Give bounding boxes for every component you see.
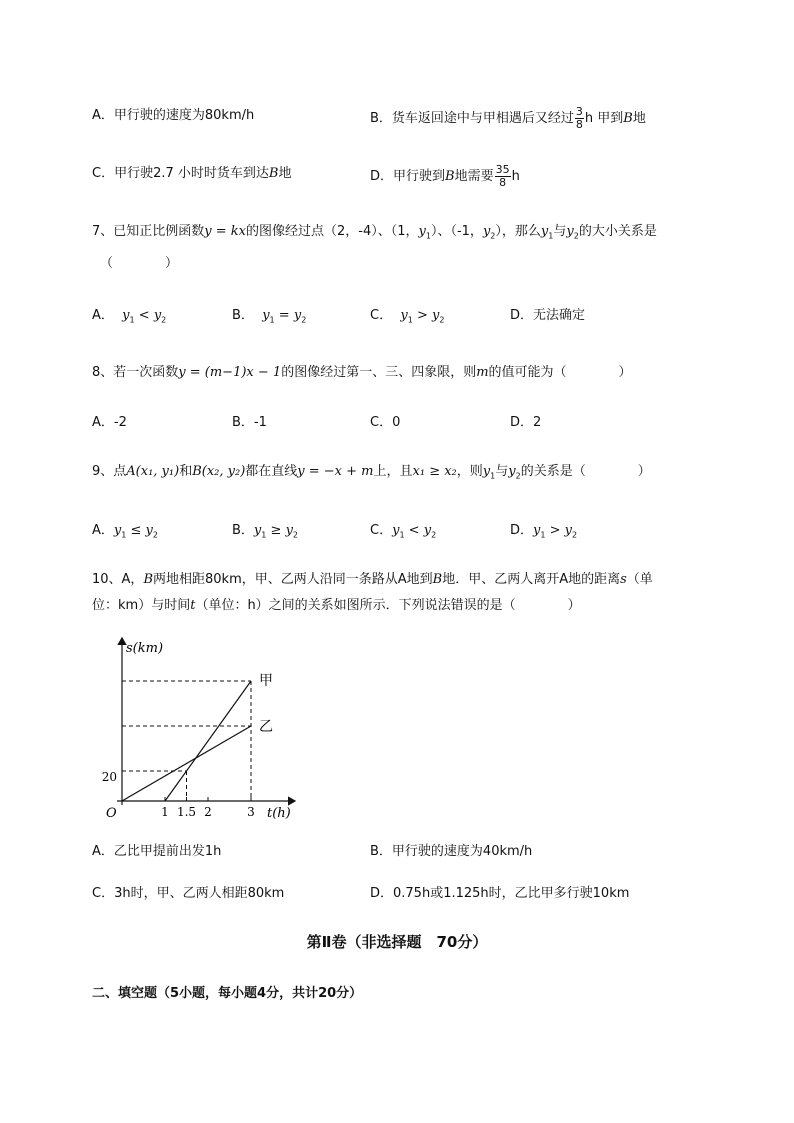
q7-option-a: A． $y_1 < y_2$ (92, 308, 167, 325)
q8-option-d: D．2 (510, 415, 542, 430)
q8-stem: 8、若一次函数y = (m−1)x − 1的图像经过第一、三、四象限，则m的值可能为（ ） (92, 365, 632, 380)
x-axis-label: t(h) (267, 806, 291, 821)
fill-in-heading: 二、填空题（5小题，每小题4分，共计20分） (92, 986, 363, 1001)
q7-option-d: D．无法确定 (510, 308, 586, 323)
q10-option-b: B．甲行驶的速度为40km/h (370, 844, 533, 859)
q8-option-a: A．-2 (92, 415, 127, 430)
distance-time-graph (95, 630, 305, 830)
q6-option-a: A．甲行驶的速度为80km/h (92, 108, 255, 123)
x-tick-label: 1.5 (176, 805, 197, 819)
series-jia-line (165, 681, 251, 801)
q8-option-b: B．-1 (232, 415, 267, 430)
q9-stem: 9、点A(x₁, y₁)和B(x₂, y₂)都在直线y = −x + m上，且x₁ ≥ x₂，则$y_1$与$y_2$的关系是（ ） (92, 464, 651, 481)
q7-answer-paren: （ ） (100, 256, 179, 271)
q7-option-c: C． $y_1 > y_2$ (370, 308, 445, 325)
q10-stem-line2: 位：km）与时间t（单位：h）之间的关系如图所示．下列说法错误的是（ ） (92, 598, 581, 613)
q6-option-b: B．货车返回途中与甲相遇后又经过 $\frac{3}{8}$ h 甲到B地 (370, 105, 646, 131)
origin-label: O (106, 806, 117, 821)
x-tick-label: 1 (161, 805, 169, 819)
q10-option-c: C．3h时，甲、乙两人相距80km (92, 886, 285, 901)
q9-option-c: C．$y_1 < y_2$ (370, 523, 437, 540)
series-yi-line (122, 726, 251, 801)
q10-option-a: A．乙比甲提前出发1h (92, 844, 222, 859)
x-tick-label: 2 (204, 805, 212, 819)
q9-option-a: A．$y_1 \le y_2$ (92, 523, 158, 540)
section-2-title: 第Ⅱ卷（非选择题 70分） (306, 933, 488, 951)
series-jia-label: 甲 (259, 673, 273, 689)
q9-option-d: D．$y_1 > y_2$ (510, 523, 578, 540)
q7-option-b: B． $y_1 = y_2$ (232, 308, 307, 325)
series-yi-label: 乙 (259, 719, 273, 735)
q9-option-b: B．$y_1 \ge y_2$ (232, 523, 299, 540)
y-axis-label: s(km) (126, 641, 164, 656)
x-tick-label: 3 (247, 805, 255, 819)
q6-option-c: C．甲行驶2.7 小时时货车到达B地 (92, 166, 292, 181)
q10-option-d: D．0.75h或1.125h时，乙比甲多行驶10km (370, 886, 630, 901)
q7-stem: 7、已知正比例函数y = kx的图像经过点（2，-4）、（1，$y_1$）、（-1，$y_2$），那么$y_1$与$y_2$的大小关系是 (92, 224, 657, 241)
q8-option-c: C．0 (370, 415, 401, 430)
q6-option-d: D．甲行驶到B地需要 $\frac{35}{8}$ h (370, 163, 520, 189)
q10-stem-line1: 10、A，B两地相距80km，甲、乙两人沿同一条路从A地到B地．甲、乙两人离开A地的距离s（单 (92, 572, 653, 587)
y-tick-label: 20 (101, 770, 117, 784)
